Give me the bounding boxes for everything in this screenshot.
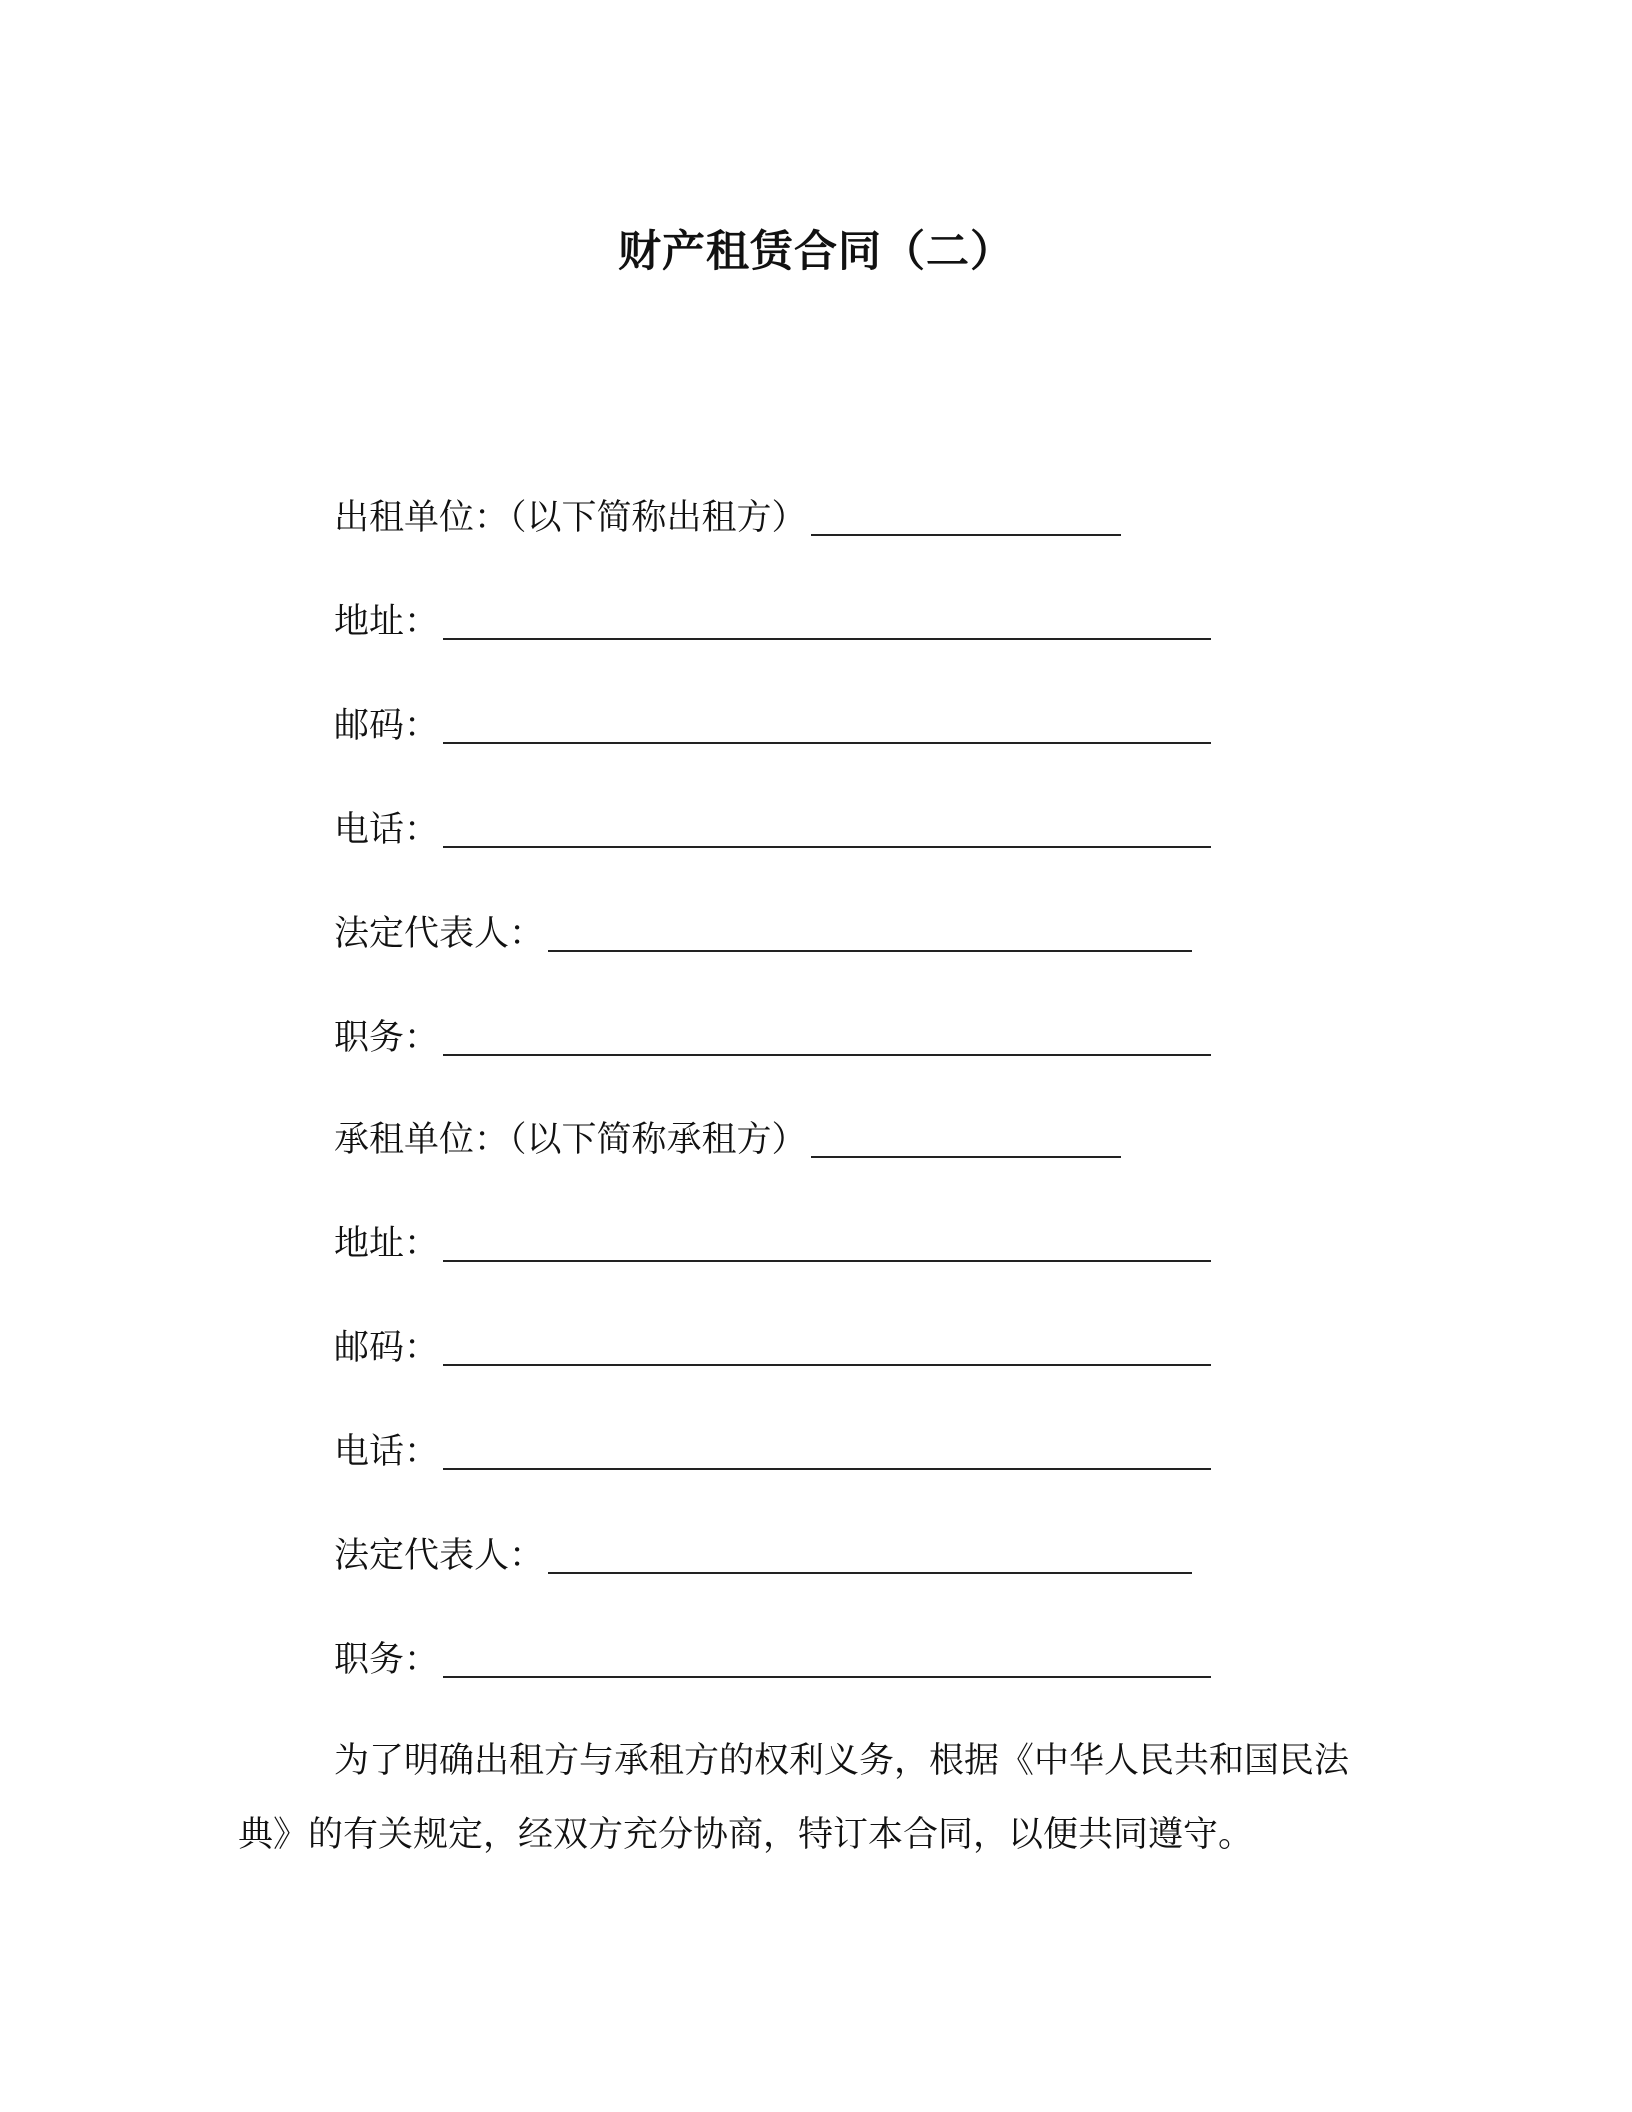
lessor-legal-rep-label: 法定代表人： [334, 914, 545, 954]
lessee-address-blank[interactable] [443, 1230, 1211, 1262]
lessor-address-row [334, 598, 1211, 646]
lessee-legal-rep-label: 法定代表人： [334, 1536, 545, 1576]
lessee-unit-row [334, 1116, 1121, 1164]
lessor-phone-label: 电话： [334, 810, 440, 850]
lessee-position-blank[interactable] [443, 1646, 1211, 1678]
intro-paragraph: 为了明确出租方与承租方的权利义务，根据《中华人民共和国民法典》的有关规定，经双方充分协商，特订本合同，以便共同遵守。 [238, 1741, 1350, 1855]
lessor-phone-row [334, 806, 1211, 854]
lessor-unit-row [334, 494, 1121, 542]
lessee-address-label: 地址： [334, 1224, 440, 1264]
lessor-position-label: 职务： [334, 1018, 440, 1058]
document-title: 财产租赁合同（二） [618, 227, 1014, 277]
lessor-address-blank[interactable] [443, 608, 1211, 640]
lessee-postcode-label: 邮码： [334, 1328, 440, 1368]
lessor-position-blank[interactable] [443, 1024, 1211, 1056]
lessee-legal-rep-row [334, 1532, 1192, 1580]
lessor-unit-label: 出租单位：（以下简称出租方） [334, 498, 807, 538]
lessor-postcode-blank[interactable] [443, 712, 1211, 744]
lessor-postcode-label: 邮码： [334, 706, 440, 746]
lessor-postcode-row [334, 702, 1211, 750]
lessee-unit-label: 承租单位：（以下简称承租方） [334, 1120, 807, 1160]
lessee-phone-blank[interactable] [443, 1438, 1211, 1470]
lessee-address-row [334, 1220, 1211, 1268]
lessor-phone-blank[interactable] [443, 816, 1211, 848]
lessor-address-label: 地址： [334, 602, 440, 642]
lessee-unit-blank[interactable] [811, 1126, 1121, 1158]
lessor-legal-rep-blank[interactable] [548, 920, 1192, 952]
intro-paragraph-block [238, 1724, 1378, 1872]
lessee-phone-row [334, 1428, 1211, 1476]
lessee-phone-label: 电话： [334, 1432, 440, 1472]
lessee-position-row [334, 1636, 1211, 1684]
lessee-postcode-blank[interactable] [443, 1334, 1211, 1366]
lessor-position-row [334, 1014, 1211, 1062]
lessee-legal-rep-blank[interactable] [548, 1542, 1192, 1574]
lessor-unit-blank[interactable] [811, 504, 1121, 536]
lessee-position-label: 职务： [334, 1640, 440, 1680]
lessor-legal-rep-row [334, 910, 1192, 958]
lessee-postcode-row [334, 1324, 1211, 1372]
